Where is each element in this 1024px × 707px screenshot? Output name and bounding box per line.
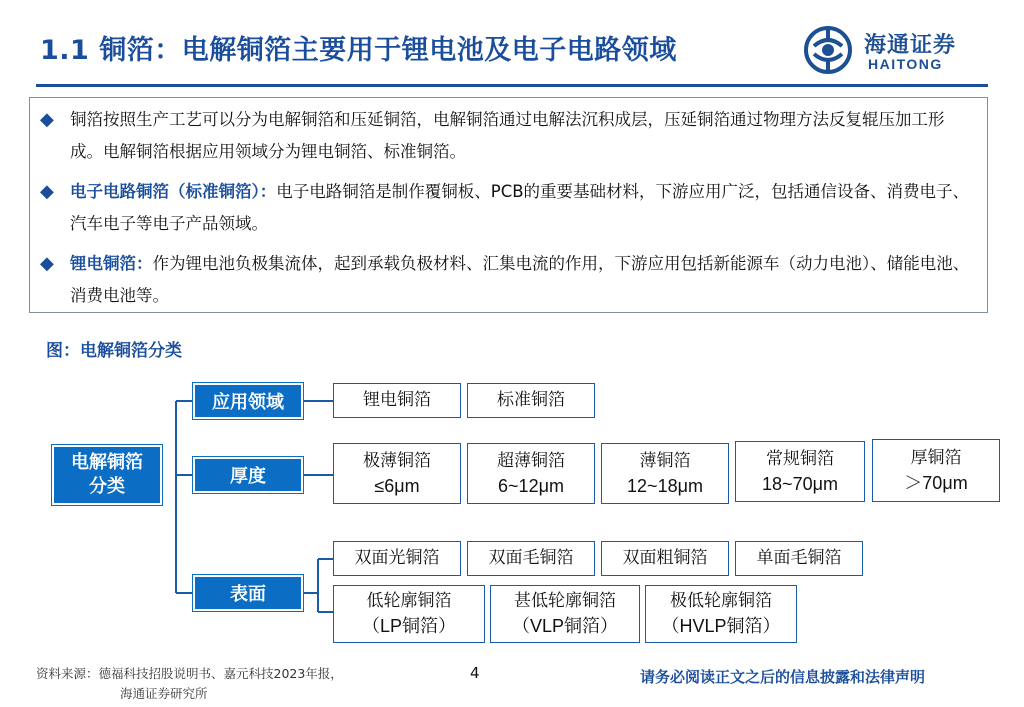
diamond-bullet-icon: ◆ (40, 181, 54, 202)
surface-item: 双面光铜箔 (333, 541, 461, 576)
source-note: 资料来源：德福科技招股说明书、嘉元科技2023年报， 海通证券研究所 (36, 666, 343, 701)
figure-title: 图：电解铜箔分类 (46, 341, 182, 361)
thickness-item (333, 443, 461, 504)
thickness-range: 18~70μm (762, 473, 838, 494)
category-thickness: 厚度 (193, 457, 303, 493)
bullet-item (40, 248, 977, 312)
logo-text-cn: 海通证券 (864, 32, 957, 58)
bullet-lead: 电子电路铜箔（标准铜箔）： (70, 182, 277, 201)
bullet-text: 电子电路铜箔是制作覆铜板、PCB的重要基础材料，下游应用广泛，包括通信设备、消费电子、汽车电子等电子产品领域。 (70, 182, 970, 233)
thickness-item (467, 443, 595, 504)
thickness-name: 极薄铜箔 (363, 450, 431, 471)
diamond-bullet-icon: ◆ (40, 253, 54, 274)
bullet-text: 铜箔按照生产工艺可以分为电解铜箔和压延铜箔，电解铜箔通过电解法沉积成层，压延铜箔通过物理方法反复辊压加工形成。电解铜箔根据应用领域分为锂电铜箔、标准铜箔。 (70, 110, 945, 161)
page-title: 1.1 铜箔：电解铜箔主要用于锂电池及电子电路领域 (40, 35, 677, 66)
thickness-range: ＞70μm (904, 472, 968, 493)
logo-text-en: HAITONG (868, 56, 943, 72)
application-item: 锂电铜箔 (333, 383, 461, 418)
application-item: 标准铜箔 (467, 383, 595, 418)
surface-name: 甚低轮廓铜箔 (514, 591, 616, 611)
haitong-logo-icon (804, 26, 852, 74)
thickness-item (872, 439, 1000, 502)
root-node: 电解铜箔分类 (52, 445, 162, 505)
surface-abbr: （HVLP铜箔） (661, 616, 781, 636)
summary-box (29, 97, 988, 313)
surface-item: 双面粗铜箔 (601, 541, 729, 576)
surface-item: 单面毛铜箔 (735, 541, 863, 576)
diamond-bullet-icon: ◆ (40, 109, 54, 130)
thickness-name: 厚铜箔 (910, 447, 962, 468)
surface-name: 极低轮廓铜箔 (670, 591, 772, 611)
surface-item: 双面毛铜箔 (467, 541, 595, 576)
surface-item (333, 585, 485, 643)
thickness-item (601, 443, 729, 504)
thickness-name: 超薄铜箔 (497, 450, 565, 471)
page-number: 4 (470, 664, 480, 682)
surface-item (490, 585, 640, 643)
thickness-item (735, 441, 865, 502)
thickness-name: 薄铜箔 (639, 450, 691, 471)
category-application: 应用领域 (193, 383, 303, 419)
bullet-item (40, 104, 977, 168)
category-surface: 表面 (193, 575, 303, 611)
thickness-range: 6~12μm (498, 475, 564, 496)
surface-abbr: （VLP铜箔） (511, 616, 619, 636)
surface-name: 低轮廓铜箔 (366, 591, 452, 611)
bullet-text: 作为锂电池负极集流体，起到承载负极材料、汇集电流的作用，下游应用包括新能源车（动力电池）、储能电池、消费电池等。 (70, 254, 970, 305)
disclaimer: 请务必阅读正文之后的信息披露和法律声明 (640, 668, 926, 686)
surface-item (645, 585, 797, 643)
thickness-name: 常规铜箔 (766, 448, 834, 469)
bullet-item (40, 176, 977, 240)
header-divider (36, 84, 988, 87)
thickness-range: 12~18μm (627, 475, 703, 496)
surface-abbr: （LP铜箔） (361, 616, 457, 636)
thickness-range: ≤6μm (374, 475, 420, 496)
haitong-logo (804, 26, 994, 76)
bullet-lead: 锂电铜箔： (70, 254, 153, 273)
